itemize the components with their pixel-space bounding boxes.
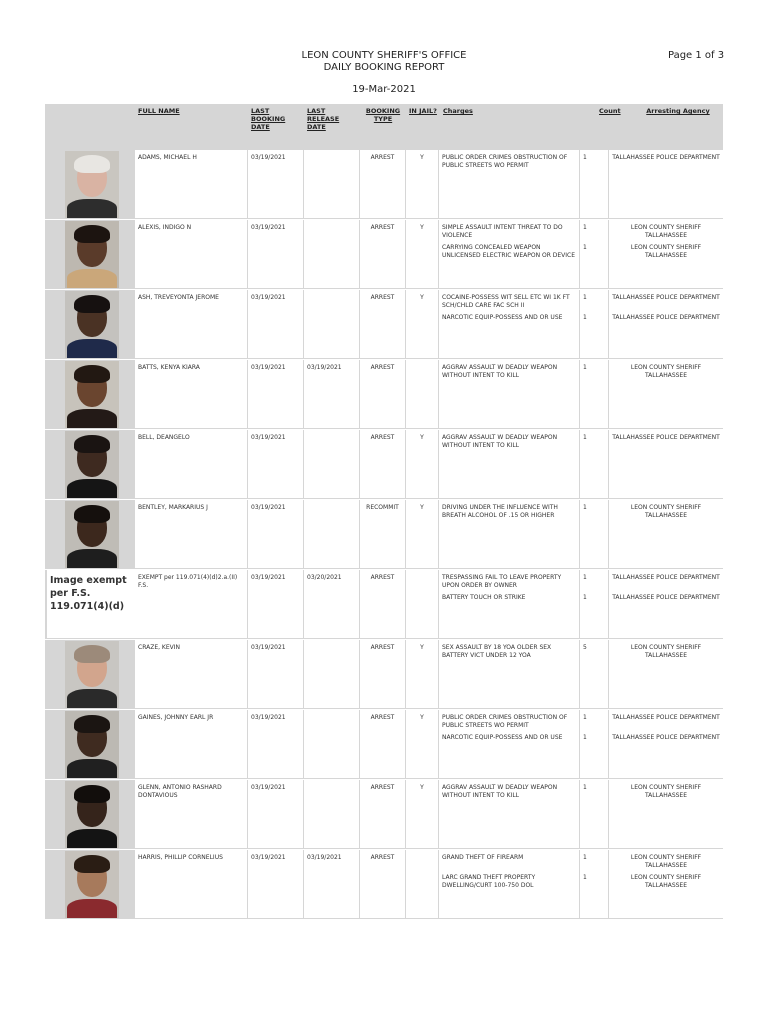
agency-cell: [609, 360, 723, 428]
booking-type: ARREST: [370, 294, 395, 301]
last-release-date-cell: [304, 710, 359, 778]
full-name: EXEMPT per 119.071(4)(d)2.a.(II) F.S.: [138, 574, 238, 589]
charge: SEX ASSAULT BY 18 YOA OLDER SEX BATTERY VICT UNDER 12 YOA: [442, 644, 552, 659]
last-booking-date: 03/19/2021: [251, 714, 286, 721]
last-release-date: [304, 150, 359, 154]
arresting-agency: LEON COUNTY SHERIFF TALLAHASSEE: [630, 364, 702, 379]
table-row: [45, 430, 723, 500]
charge-count: 1: [583, 244, 587, 251]
booking-photo: [65, 501, 119, 568]
booking-type-cell: [360, 710, 405, 778]
in-jail: [406, 360, 438, 364]
col-in-jail: IN JAIL?: [409, 107, 437, 115]
agency-cell: [609, 850, 723, 918]
count-cell: [580, 640, 608, 708]
last-booking-date: 03/19/2021: [251, 644, 286, 651]
charge-count: 1: [583, 574, 587, 581]
last-release-date: [304, 640, 359, 644]
charge: GRAND THEFT OF FIREARM: [442, 854, 524, 861]
table-row: [45, 360, 723, 430]
last-release-date-cell: [304, 430, 359, 498]
table-row: [45, 150, 723, 220]
arresting-agency: LEON COUNTY SHERIFF TALLAHASSEE: [630, 224, 702, 239]
booking-type: ARREST: [370, 644, 395, 651]
charge-count: 1: [583, 784, 587, 791]
last-booking-date-cell: [248, 570, 303, 638]
last-booking-date: 03/19/2021: [251, 574, 286, 581]
charge-count: 1: [583, 854, 587, 861]
photo-cell: [47, 500, 135, 568]
charge-count: 1: [583, 154, 587, 161]
report-date: 19-Mar-2021: [352, 84, 416, 95]
last-release-date-cell: [304, 360, 359, 428]
charges-cell: [439, 780, 579, 848]
charge-count: 5: [583, 644, 587, 651]
agency-cell: [609, 780, 723, 848]
in-jail: Y: [420, 504, 424, 511]
charges-cell: [439, 500, 579, 568]
charge: NARCOTIC EQUIP-POSSESS AND OR USE: [442, 314, 563, 321]
charge: NARCOTIC EQUIP-POSSESS AND OR USE: [442, 734, 563, 741]
booking-type-cell: [360, 570, 405, 638]
last-release-date-cell: [304, 220, 359, 288]
booking-photo: [65, 151, 119, 218]
arresting-agency: TALLAHASSEE POLICE DEPARTMENT: [612, 314, 720, 321]
full-name-cell: [135, 780, 247, 848]
charge-count: 1: [583, 314, 587, 321]
booking-table: [45, 104, 723, 920]
arresting-agency: TALLAHASSEE POLICE DEPARTMENT: [612, 154, 720, 161]
charge-count: 1: [583, 714, 587, 721]
in-jail: [406, 570, 438, 574]
full-name-cell: [135, 430, 247, 498]
in-jail-cell: [406, 290, 438, 358]
charge: SIMPLE ASSAULT INTENT THREAT TO DO VIOLENCE: [442, 224, 563, 239]
page-number: Page 1 of 3: [668, 50, 725, 61]
count-cell: [580, 220, 608, 288]
booking-photo: [65, 851, 119, 918]
in-jail: Y: [420, 154, 424, 161]
last-booking-date-cell: [248, 780, 303, 848]
booking-type-cell: [360, 150, 405, 218]
full-name: CRAZE, KEVIN: [138, 644, 181, 651]
col-count: Count: [599, 107, 621, 115]
last-booking-date-cell: [248, 430, 303, 498]
last-release-date-cell: [304, 570, 359, 638]
arresting-agency: LEON COUNTY SHERIFF TALLAHASSEE: [630, 504, 702, 519]
charges-cell: [439, 640, 579, 708]
last-release-date: 03/19/2021: [307, 854, 342, 861]
charges-cell: [439, 220, 579, 288]
in-jail-cell: [406, 500, 438, 568]
exempt-text: Image exempt per F.S. 119.071(4)(d): [50, 575, 127, 612]
arresting-agency: LEON COUNTY SHERIFF TALLAHASSEE: [630, 784, 702, 799]
charge: PUBLIC ORDER CRIMES OBSTRUCTION OF PUBLIC STREETS WO PERMIT: [442, 714, 568, 729]
last-release-date-cell: [304, 780, 359, 848]
charge: BATTERY TOUCH OR STRIKE: [442, 594, 526, 601]
count-cell: [580, 500, 608, 568]
exempt-notice: [47, 570, 137, 638]
photo-cell: [47, 290, 135, 358]
last-release-date: [304, 220, 359, 224]
charges-cell: [439, 150, 579, 218]
full-name: GLENN, ANTONIO RASHARD DONTAVIOUS: [138, 784, 222, 799]
last-booking-date-cell: [248, 360, 303, 428]
charge: AGGRAV ASSAULT W DEADLY WEAPON WITHOUT INTENT TO KILL: [442, 364, 558, 379]
full-name: BELL, DEANGELO: [138, 434, 190, 441]
last-release-date: [304, 500, 359, 504]
table-row: [45, 570, 723, 640]
in-jail: Y: [420, 294, 424, 301]
agency-cell: [609, 570, 723, 638]
arresting-agency: LEON COUNTY SHERIFF TALLAHASSEE: [630, 244, 702, 259]
charge-count: 1: [583, 434, 587, 441]
col-last-booking-date: LAST BOOKING DATE: [251, 107, 286, 131]
booking-type-cell: [360, 290, 405, 358]
count-cell: [580, 360, 608, 428]
arresting-agency: TALLAHASSEE POLICE DEPARTMENT: [612, 434, 720, 441]
count-cell: [580, 150, 608, 218]
last-booking-date-cell: [248, 290, 303, 358]
office-title: LEON COUNTY SHERIFF'S OFFICE: [301, 50, 467, 61]
photo-cell: [47, 220, 135, 288]
charge: DRIVING UNDER THE INFLUENCE WITH BREATH ALCOHOL OF .15 OR HIGHER: [442, 504, 558, 519]
in-jail: Y: [420, 434, 424, 441]
charge: AGGRAV ASSAULT W DEADLY WEAPON WITHOUT INTENT TO KILL: [442, 434, 558, 449]
in-jail-cell: [406, 570, 438, 638]
in-jail-cell: [406, 360, 438, 428]
arresting-agency: TALLAHASSEE POLICE DEPARTMENT: [612, 714, 720, 721]
photo-cell: [47, 640, 135, 708]
arresting-agency: TALLAHASSEE POLICE DEPARTMENT: [612, 734, 720, 741]
photo-cell: [47, 570, 135, 638]
booking-photo: [65, 361, 119, 428]
in-jail-cell: [406, 430, 438, 498]
full-name: BENTLEY, MARKARIUS J: [138, 504, 208, 511]
agency-cell: [609, 430, 723, 498]
last-release-date-cell: [304, 150, 359, 218]
in-jail: Y: [420, 784, 424, 791]
charge: TRESPASSING FAIL TO LEAVE PROPERTY UPON ORDER BY OWNER: [442, 574, 562, 589]
booking-type-cell: [360, 360, 405, 428]
arresting-agency: LEON COUNTY SHERIFF TALLAHASSEE: [630, 644, 702, 659]
booking-type-cell: [360, 780, 405, 848]
full-name: ASH, TREVEYONTA JEROME: [138, 294, 219, 301]
col-charges: Charges: [443, 107, 473, 115]
col-full-name: FULL NAME: [138, 107, 180, 115]
full-name-cell: [135, 640, 247, 708]
agency-cell: [609, 290, 723, 358]
booking-type: ARREST: [370, 574, 395, 581]
booking-type: RECOMMIT: [366, 504, 399, 511]
in-jail-cell: [406, 640, 438, 708]
booking-type: ARREST: [370, 854, 395, 861]
in-jail-cell: [406, 850, 438, 918]
arresting-agency: LEON COUNTY SHERIFF TALLAHASSEE: [630, 874, 702, 889]
last-booking-date-cell: [248, 640, 303, 708]
charge: AGGRAV ASSAULT W DEADLY WEAPON WITHOUT INTENT TO KILL: [442, 784, 558, 799]
last-release-date: [304, 290, 359, 294]
full-name-cell: [135, 290, 247, 358]
last-booking-date: 03/19/2021: [251, 854, 286, 861]
full-name-cell: [135, 360, 247, 428]
count-cell: [580, 780, 608, 848]
table-row: [45, 220, 723, 290]
in-jail-cell: [406, 780, 438, 848]
last-booking-date: 03/19/2021: [251, 434, 286, 441]
in-jail: Y: [420, 224, 424, 231]
full-name: ALEXIS, INDIGO N: [138, 224, 192, 231]
booking-photo: [65, 781, 119, 848]
full-name-cell: [135, 150, 247, 218]
charge: CARRYING CONCEALED WEAPON UNLICENSED ELECTRIC WEAPON OR DEVICE: [442, 244, 576, 259]
table-row: [45, 640, 723, 710]
booking-type: ARREST: [370, 434, 395, 441]
photo-cell: [47, 150, 135, 218]
full-name-cell: [135, 570, 247, 638]
charges-cell: [439, 850, 579, 918]
booking-photo: [65, 221, 119, 288]
photo-cell: [47, 360, 135, 428]
last-booking-date-cell: [248, 850, 303, 918]
charge: LARC GRAND THEFT PROPERTY DWELLING/CURT 100-750 DOL: [442, 874, 536, 889]
arresting-agency: LEON COUNTY SHERIFF TALLAHASSEE: [630, 854, 702, 869]
last-booking-date: 03/19/2021: [251, 224, 286, 231]
booking-type-cell: [360, 850, 405, 918]
table-row: [45, 850, 723, 920]
last-booking-date: 03/19/2021: [251, 364, 286, 371]
charge-count: 1: [583, 504, 587, 511]
in-jail-cell: [406, 220, 438, 288]
charges-cell: [439, 360, 579, 428]
last-booking-date-cell: [248, 500, 303, 568]
charge-count: 1: [583, 874, 587, 881]
booking-photo: [65, 291, 119, 358]
last-booking-date: 03/19/2021: [251, 154, 286, 161]
last-release-date: [304, 430, 359, 434]
last-release-date-cell: [304, 850, 359, 918]
col-booking-type: BOOKING TYPE: [365, 107, 401, 123]
last-release-date: 03/19/2021: [307, 364, 342, 371]
charges-cell: [439, 290, 579, 358]
charge-count: 1: [583, 224, 587, 231]
full-name-cell: [135, 710, 247, 778]
full-name-cell: [135, 220, 247, 288]
last-release-date: 03/20/2021: [307, 574, 342, 581]
charges-cell: [439, 570, 579, 638]
agency-cell: [609, 710, 723, 778]
table-row: [45, 290, 723, 360]
count-cell: [580, 430, 608, 498]
in-jail-cell: [406, 150, 438, 218]
full-name-cell: [135, 850, 247, 918]
table-row: [45, 710, 723, 780]
booking-type: ARREST: [370, 364, 395, 371]
arresting-agency: TALLAHASSEE POLICE DEPARTMENT: [612, 574, 720, 581]
booking-type: ARREST: [370, 784, 395, 791]
last-booking-date: 03/19/2021: [251, 504, 286, 511]
booking-type: ARREST: [370, 224, 395, 231]
photo-cell: [47, 850, 135, 918]
in-jail-cell: [406, 710, 438, 778]
in-jail: Y: [420, 714, 424, 721]
booking-type-cell: [360, 220, 405, 288]
photo-cell: [47, 430, 135, 498]
count-cell: [580, 570, 608, 638]
agency-cell: [609, 220, 723, 288]
last-release-date: [304, 780, 359, 784]
full-name: ADAMS, MICHAEL H: [138, 154, 197, 161]
report-header: [0, 50, 768, 96]
table-body: [45, 150, 723, 920]
booking-photo: [65, 641, 119, 708]
charge: PUBLIC ORDER CRIMES OBSTRUCTION OF PUBLIC STREETS WO PERMIT: [442, 154, 568, 169]
arresting-agency: TALLAHASSEE POLICE DEPARTMENT: [612, 594, 720, 601]
charge-count: 1: [583, 594, 587, 601]
charge-count: 1: [583, 364, 587, 371]
count-cell: [580, 290, 608, 358]
table-row: [45, 780, 723, 850]
booking-type-cell: [360, 430, 405, 498]
arresting-agency: TALLAHASSEE POLICE DEPARTMENT: [612, 294, 720, 301]
full-name: BATTS, KENYA KIARA: [138, 364, 200, 371]
last-booking-date: 03/19/2021: [251, 784, 286, 791]
in-jail: [406, 850, 438, 854]
last-release-date-cell: [304, 290, 359, 358]
booking-type: ARREST: [370, 714, 395, 721]
col-arresting-agency: Arresting Agency: [646, 107, 710, 115]
agency-cell: [609, 500, 723, 568]
full-name-cell: [135, 500, 247, 568]
count-cell: [580, 710, 608, 778]
photo-cell: [47, 780, 135, 848]
last-release-date: [304, 710, 359, 714]
last-booking-date-cell: [248, 220, 303, 288]
booking-photo: [65, 711, 119, 778]
report-title: DAILY BOOKING REPORT: [323, 62, 445, 73]
last-booking-date: 03/19/2021: [251, 294, 286, 301]
booking-type-cell: [360, 640, 405, 708]
charges-cell: [439, 430, 579, 498]
booking-type: ARREST: [370, 154, 395, 161]
last-booking-date-cell: [248, 710, 303, 778]
booking-type-cell: [360, 500, 405, 568]
charges-cell: [439, 710, 579, 778]
charge-count: 1: [583, 734, 587, 741]
last-release-date-cell: [304, 500, 359, 568]
full-name: HARRIS, PHILLIP CORNELIUS: [138, 854, 223, 861]
charge-count: 1: [583, 294, 587, 301]
agency-cell: [609, 150, 723, 218]
table-header: [45, 104, 723, 150]
charge: COCAINE-POSSESS WIT SELL ETC WI 1K FT SCH/CHLD CARE FAC SCH II: [442, 294, 570, 309]
full-name: GAINES, JOHNNY EARL JR: [138, 714, 214, 721]
last-release-date-cell: [304, 640, 359, 708]
booking-photo: [65, 431, 119, 498]
table-row: [45, 500, 723, 570]
in-jail: Y: [420, 644, 424, 651]
col-last-release-date: LAST RELEASE DATE: [307, 107, 340, 131]
photo-cell: [47, 710, 135, 778]
last-booking-date-cell: [248, 150, 303, 218]
count-cell: [580, 850, 608, 918]
agency-cell: [609, 640, 723, 708]
